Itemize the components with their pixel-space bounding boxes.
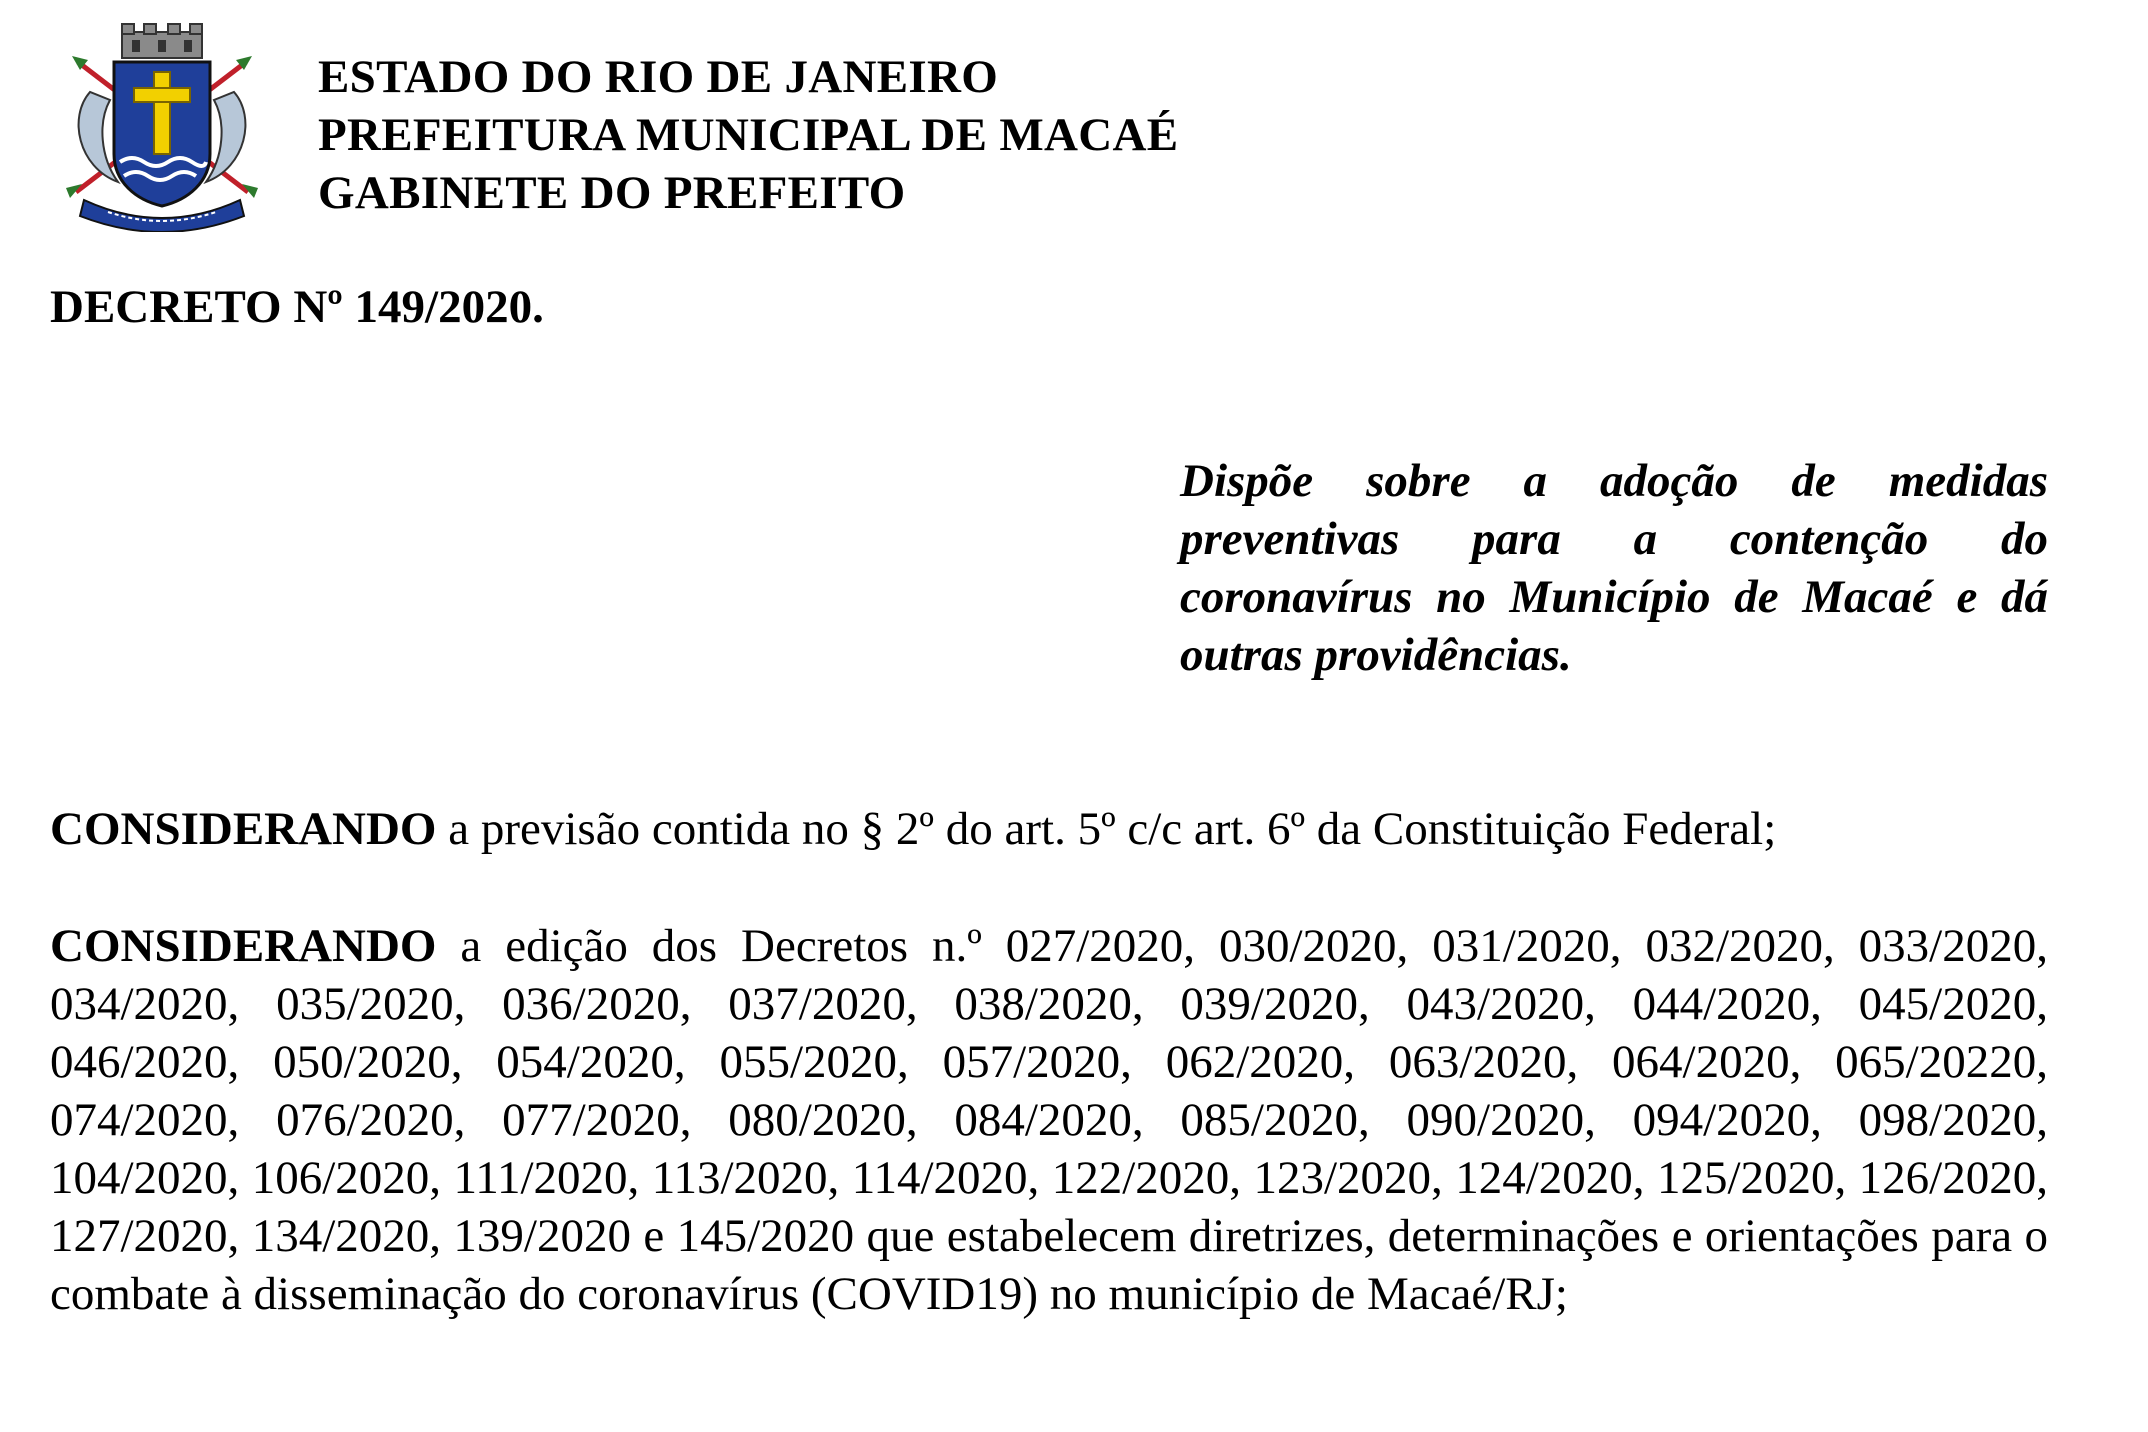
considerando-text: a previsão contida no § 2º do art. 5º c/c art. 6º da Constituição Federal; xyxy=(436,803,1777,855)
macae-coat-of-arms-icon xyxy=(48,22,276,232)
decree-title: DECRETO Nº 149/2020. xyxy=(50,281,544,333)
header-state: ESTADO DO RIO DE JANEIRO xyxy=(318,51,999,103)
header-municipality: PREFEITURA MUNICIPAL DE MACAÉ xyxy=(318,109,1179,161)
document-header xyxy=(318,48,1178,222)
considerando-keyword: CONSIDERANDO xyxy=(50,920,437,972)
considerando-text: a edição dos Decretos n.º 027/2020, 030/2020, 031/2020, 032/2020, 033/2020, 034/2020, 035/2020, 036/2020, 037/2020, 038/2020, 039/2020, 043/2020, 044/2020, 045/2020, 046/2020, 050/2020, 054/2020, 055/2020, 057/2020, 062/2020, 063/2020, 064/2020, 065/20220, 074/2020, 076/2020, 077/2020, 080/2020, 084/2020, 085/2020, 090/2020, 094/2020, 098/2020, 104/2020, 106/2020, 111/2020, 113/2020, 114/2020, 122/2020, 123/2020, 124/2020, 125/2020, 126/2020, 127/2020, 134/2020, 139/2020 e 145/2020 que estabelecem diretrizes, determinações e orientações para o combate à disseminação do coronavírus (COVID19) no município de Macaé/RJ; xyxy=(50,920,2048,1320)
considerando-paragraph xyxy=(50,917,2048,1323)
considerando-keyword: CONSIDERANDO xyxy=(50,803,437,855)
decree-ementa: Dispõe sobre a adoção de medidas preventivas para a contenção do coronavírus no Município de Macaé e dá outras providências. xyxy=(1180,455,2048,681)
header-office: GABINETE DO PREFEITO xyxy=(318,167,906,219)
considerando-paragraph xyxy=(50,800,2048,858)
